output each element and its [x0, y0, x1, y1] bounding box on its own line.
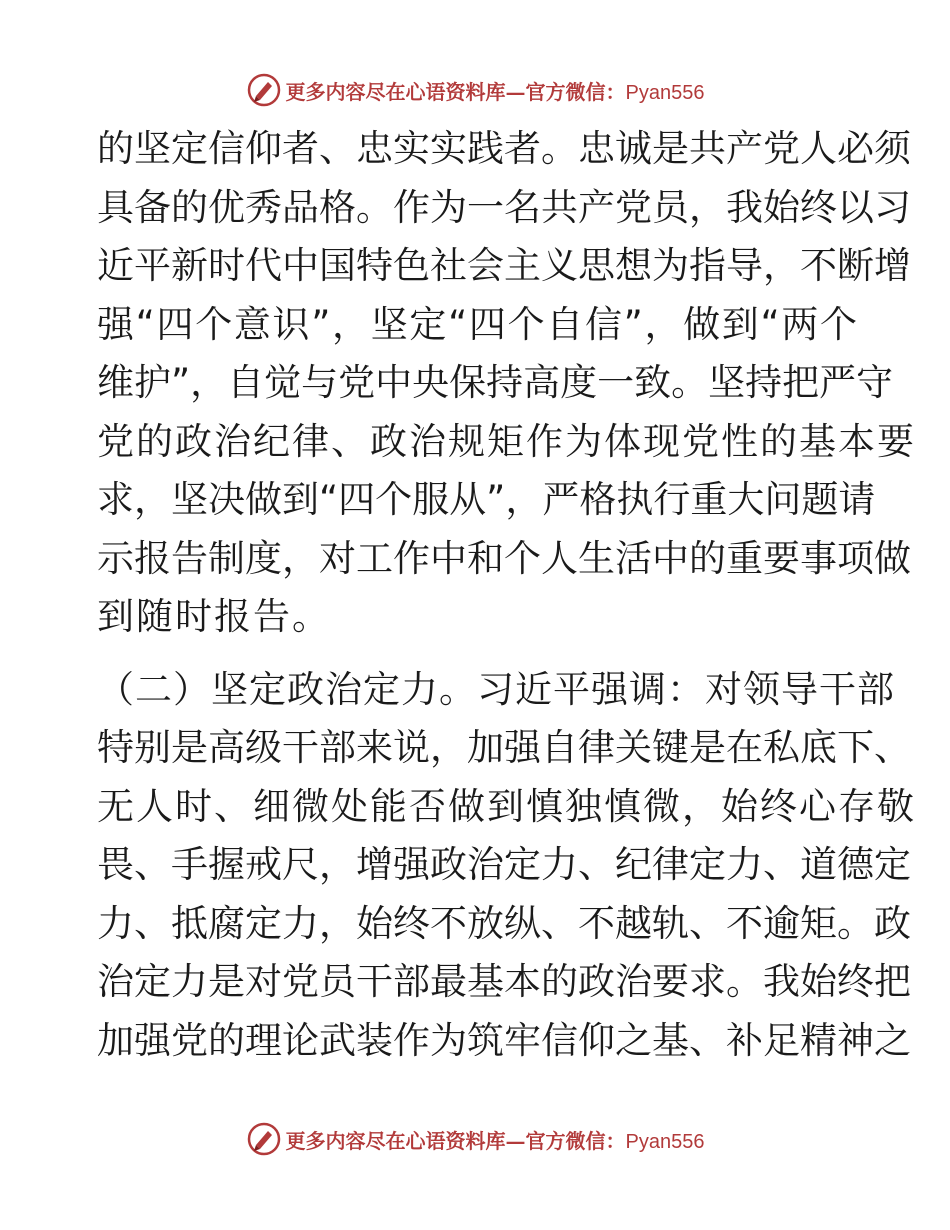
paragraph1-line: 求，坚决做到“四个服从”，严格执行重大问题请 — [97, 478, 876, 521]
brand-logo-icon — [246, 1121, 282, 1157]
paragraph2-line: 加强党的理论武装作为筑牢信仰之基、补足精神之 — [97, 1018, 911, 1062]
paragraph2-line: 治定力是对党员干部最基本的政治要求。我始终把 — [97, 960, 911, 1003]
watermark-brand: 更多内容尽在心语资料库 — [285, 79, 506, 104]
paragraph2-line: 力、抵腐定力，始终不放纵、不越轨、不逾矩。政 — [97, 901, 911, 945]
paragraph1-line: 的坚定信仰者、忠实实践者。忠诚是共产党人必须 — [97, 127, 911, 170]
watermark-wechat-id: Pyan556 — [625, 1130, 705, 1153]
paragraph1-line: 党的政治纪律、政治规矩作为体现党性的基本要 — [97, 419, 916, 463]
paragraph2-line: （二）坚定政治定力。习近平强调：对领导干部 — [97, 667, 895, 711]
footer-watermark — [0, 1119, 950, 1159]
paragraph1-line: 到随时报告。 — [97, 595, 331, 638]
watermark-separator: — — [505, 79, 526, 104]
paragraph2-line: 特别是高级干部来说，加强自律关键是在私底下、 — [97, 726, 911, 769]
paragraph1-line: 示报告制度，对工作中和个人生活中的重要事项做 — [97, 536, 911, 580]
paragraph1-line: 维护”，自觉与党中央保持高度一致。坚持把严守 — [97, 361, 894, 404]
paragraph1-line: 具备的优秀品格。作为一名共产党员，我始终以习 — [97, 185, 911, 229]
paragraph2-line: 无人时、细微处能否做到慎独慎微，始终心存敬 — [97, 784, 916, 828]
watermark-wechat-label: 官方微信： — [525, 79, 626, 104]
brand-logo-icon — [246, 72, 282, 108]
document-body — [97, 120, 916, 1070]
paragraph1-line: 强“四个意识”，坚定“四个自信”，做到“两个 — [97, 302, 857, 346]
watermark-wechat-label: 官方微信： — [525, 1128, 626, 1153]
watermark-wechat-id: Pyan556 — [625, 81, 705, 104]
watermark-brand: 更多内容尽在心语资料库 — [285, 1128, 506, 1153]
paragraph2-line: 畏、手握戒尺，增强政治定力、纪律定力、道德定 — [97, 843, 911, 886]
paragraph1-line: 近平新时代中国特色社会主义思想为指导，不断增 — [97, 244, 911, 287]
watermark-separator: — — [505, 1128, 526, 1153]
header-watermark — [0, 70, 950, 110]
